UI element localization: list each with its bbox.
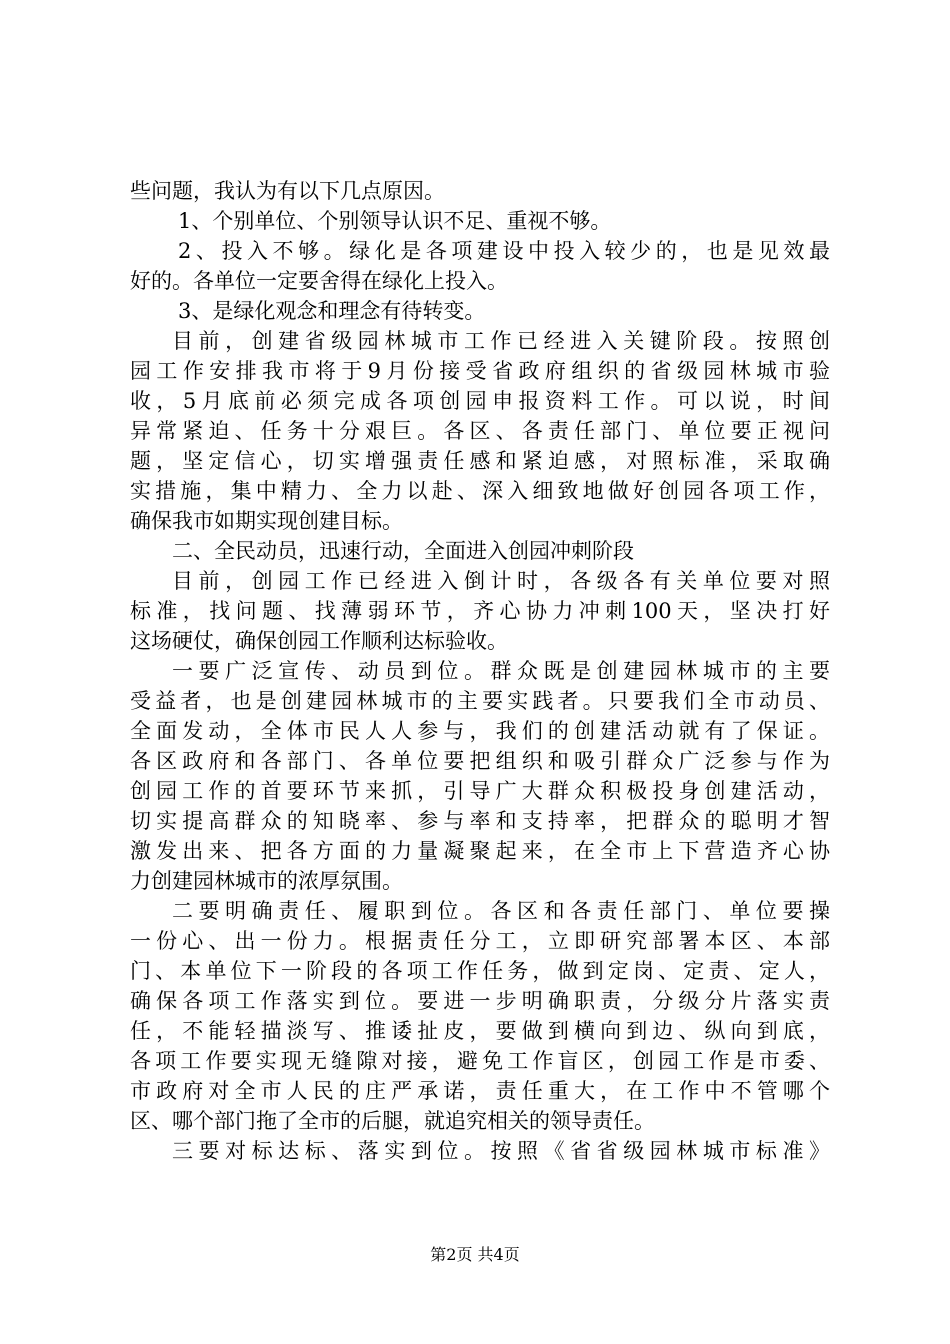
- text-line: 园工作安排我市将于9月份接受省政府组织的省级园林城市验: [130, 359, 830, 383]
- paragraph-start: 三要对标达标、落实到位。按照《省省级园林城市标准》: [172, 1139, 830, 1163]
- text-line: 全面发动，全体市民人人参与，我们的创建活动就有了保证。: [130, 719, 830, 743]
- text-line: 些问题，我认为有以下几点原因。: [130, 179, 445, 203]
- text-line: 任，不能轻描淡写、推诿扯皮，要做到横向到边、纵向到底，: [130, 1019, 830, 1043]
- text-line: 题，坚定信心，切实增强责任感和紧迫感，对照标准，采取确: [130, 449, 830, 473]
- list-item-2: 2、投入不够。绿化是各项建设中投入较少的，也是见效最: [178, 239, 830, 263]
- text-line: 标准，找问题、找薄弱环节，齐心协力冲刺100天，坚决打好: [130, 599, 830, 623]
- paragraph-start: 一要广泛宣传、动员到位。群众既是创建园林城市的主要: [172, 659, 830, 683]
- text-line: 收，5月底前必须完成各项创园申报资料工作。可以说，时间: [130, 389, 830, 413]
- text-line: 确保我市如期实现创建目标。: [130, 509, 403, 533]
- text-line: 一份心、出一份力。根据责任分工，立即研究部署本区、本部: [130, 929, 830, 953]
- section-heading: 二、全民动员，迅速行动，全面进入创园冲刺阶段: [172, 539, 634, 563]
- list-item-1: 1、个别单位、个别领导认识不足、重视不够。: [178, 209, 612, 233]
- paragraph-start: 目前，创建省级园林城市工作已经进入关键阶段。按照创: [172, 329, 830, 353]
- text-line: 门、本单位下一阶段的各项工作任务，做到定岗、定责、定人，: [130, 959, 830, 983]
- text-line: 实措施，集中精力、全力以赴、深入细致地做好创园各项工作，: [130, 479, 830, 503]
- page-number-footer: 第2页 共4页: [430, 1245, 520, 1264]
- text-line: 好的。各单位一定要舍得在绿化上投入。: [130, 269, 508, 293]
- text-line: 力创建园林城市的浓厚氛围。: [130, 869, 403, 893]
- paragraph-start: 二要明确责任、履职到位。各区和各责任部门、单位要操: [172, 899, 830, 923]
- list-item-3: 3、是绿化观念和理念有待转变。: [178, 299, 486, 323]
- text-line: 激发出来、把各方面的力量凝聚起来，在全市上下营造齐心协: [130, 839, 830, 863]
- text-line: 市政府对全市人民的庄严承诺，责任重大，在工作中不管哪个: [130, 1079, 830, 1103]
- text-line: 确保各项工作落实到位。要进一步明确职责，分级分片落实责: [130, 989, 830, 1013]
- text-line: 区、哪个部门拖了全市的后腿，就追究相关的领导责任。: [130, 1109, 655, 1133]
- paragraph-start: 目前，创园工作已经进入倒计时，各级各有关单位要对照: [172, 569, 830, 593]
- text-line: 各项工作要实现无缝隙对接，避免工作盲区，创园工作是市委、: [130, 1049, 830, 1073]
- text-line: 创园工作的首要环节来抓，引导广大群众积极投身创建活动，: [130, 779, 830, 803]
- text-line: 各区政府和各部门、各单位要把组织和吸引群众广泛参与作为: [130, 749, 830, 773]
- text-line: 这场硬仗，确保创园工作顺利达标验收。: [130, 629, 508, 653]
- text-line: 异常紧迫、任务十分艰巨。各区、各责任部门、单位要正视问: [130, 419, 830, 443]
- text-line: 切实提高群众的知晓率、参与率和支持率，把群众的聪明才智: [130, 809, 830, 833]
- document-body: [130, 176, 830, 1166]
- text-line: 受益者，也是创建园林城市的主要实践者。只要我们全市动员、: [130, 689, 830, 713]
